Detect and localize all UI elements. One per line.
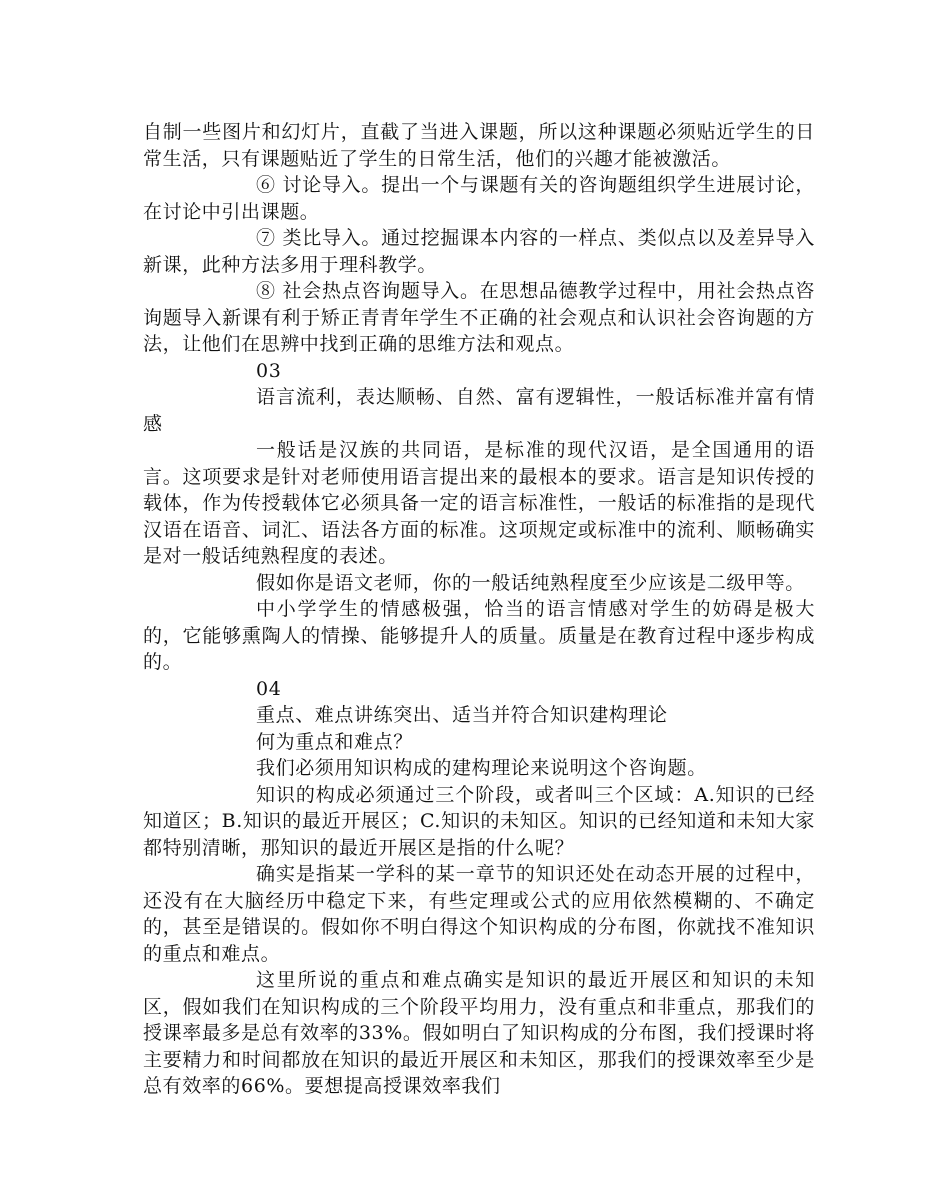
paragraph-intro-continuation: 自制一些图片和幻灯片，直截了当进入课题，所以这种课题必须贴近学生的日常生活，只有课题贴近了学生的日常生活，他们的兴趣才能被激活。 — [143, 121, 815, 170]
section-heading-language: 语言流利，表达顺畅、自然、富有逻辑性，一般话标准并富有情感 — [143, 386, 815, 435]
paragraph-nearest-zone: 确实是指某一学科的某一章节的知识还处在动态开展的过程中，还没有在大脑经历中稳定下来，有些定理或公式的应用依然模糊的、不确定的，甚至是错误的。假如你不明白得这个知识构成的分布图，你就找不准知识的重点和难点。 — [143, 863, 815, 965]
paragraph-three-zones: 知识的构成必须通过三个阶段，或者叫三个区域：A.知识的已经知道区；B.知识的最近开展区；C.知识的未知区。知识的已经知道和未知大家都特别清晰，那知识的最近开展区是指的什么呢？ — [143, 783, 815, 859]
section-number-03: 03 — [256, 359, 282, 382]
section-number-04: 04 — [256, 677, 282, 700]
document-page — [143, 119, 815, 1100]
paragraph-question-key-points: 何为重点和难点？ — [256, 730, 413, 753]
paragraph-mandarin-standard: 一般话是汉族的共同语，是标准的现代汉语，是全国通用的语言。这项要求是针对老师使用语言提出来的最根本的要求。语言是知识传授的载体，作为传授载体它必须具备一定的语言标准性，一般话的标准指的是现代汉语在语音、词汇、语法各方面的标准。这项规定或标准中的流利、顺畅确实是对一般话纯熟程度的表述。 — [143, 439, 815, 567]
paragraph-analogy-intro: ⑦ 类比导入。通过挖掘课本内容的一样点、类似点以及差异导入新课，此种方法多用于理科教学。 — [143, 227, 815, 276]
paragraph-social-topic-intro: ⑧ 社会热点咨询题导入。在思想品德教学过程中，用社会热点咨询题导入新课有利于矫正青青年学生不正确的社会观点和认识社会咨询题的方法，让他们在思辨中找到正确的思维方法和观点。 — [143, 280, 815, 355]
paragraph-language-emotion: 中小学学生的情感极强，恰当的语言情感对学生的妨碍是极大的，它能够熏陶人的情操、能够提升人的质量。质量是在教育过程中逐步构成的。 — [143, 598, 815, 673]
paragraph-teaching-efficiency: 这里所说的重点和难点确实是知识的最近开展区和知识的未知区，假如我们在知识构成的三个阶段平均用力，没有重点和非重点，那我们的授课率最多是总有效率的33%。假如明白了知识构成的分布图，我们授课时将主要精力和时间都放在知识的最近开展区和未知区，那我们的授课效率至少是总有效率的66%。要想提高授课效率我们 — [143, 969, 815, 1097]
paragraph-construction-theory: 我们必须用知识构成的建构理论来说明这个咨询题。 — [256, 757, 707, 779]
section-heading-key-points: 重点、难点讲练突出、适当并符合知识建构理论 — [256, 704, 668, 726]
paragraph-chinese-teacher-level: 假如你是语文老师，你的一般话纯熟程度至少应该是二级甲等。 — [256, 571, 805, 594]
paragraph-discussion-intro: ⑥ 讨论导入。提出一个与课题有关的咨询题组织学生进展讨论，在讨论中引出课题。 — [143, 174, 815, 223]
